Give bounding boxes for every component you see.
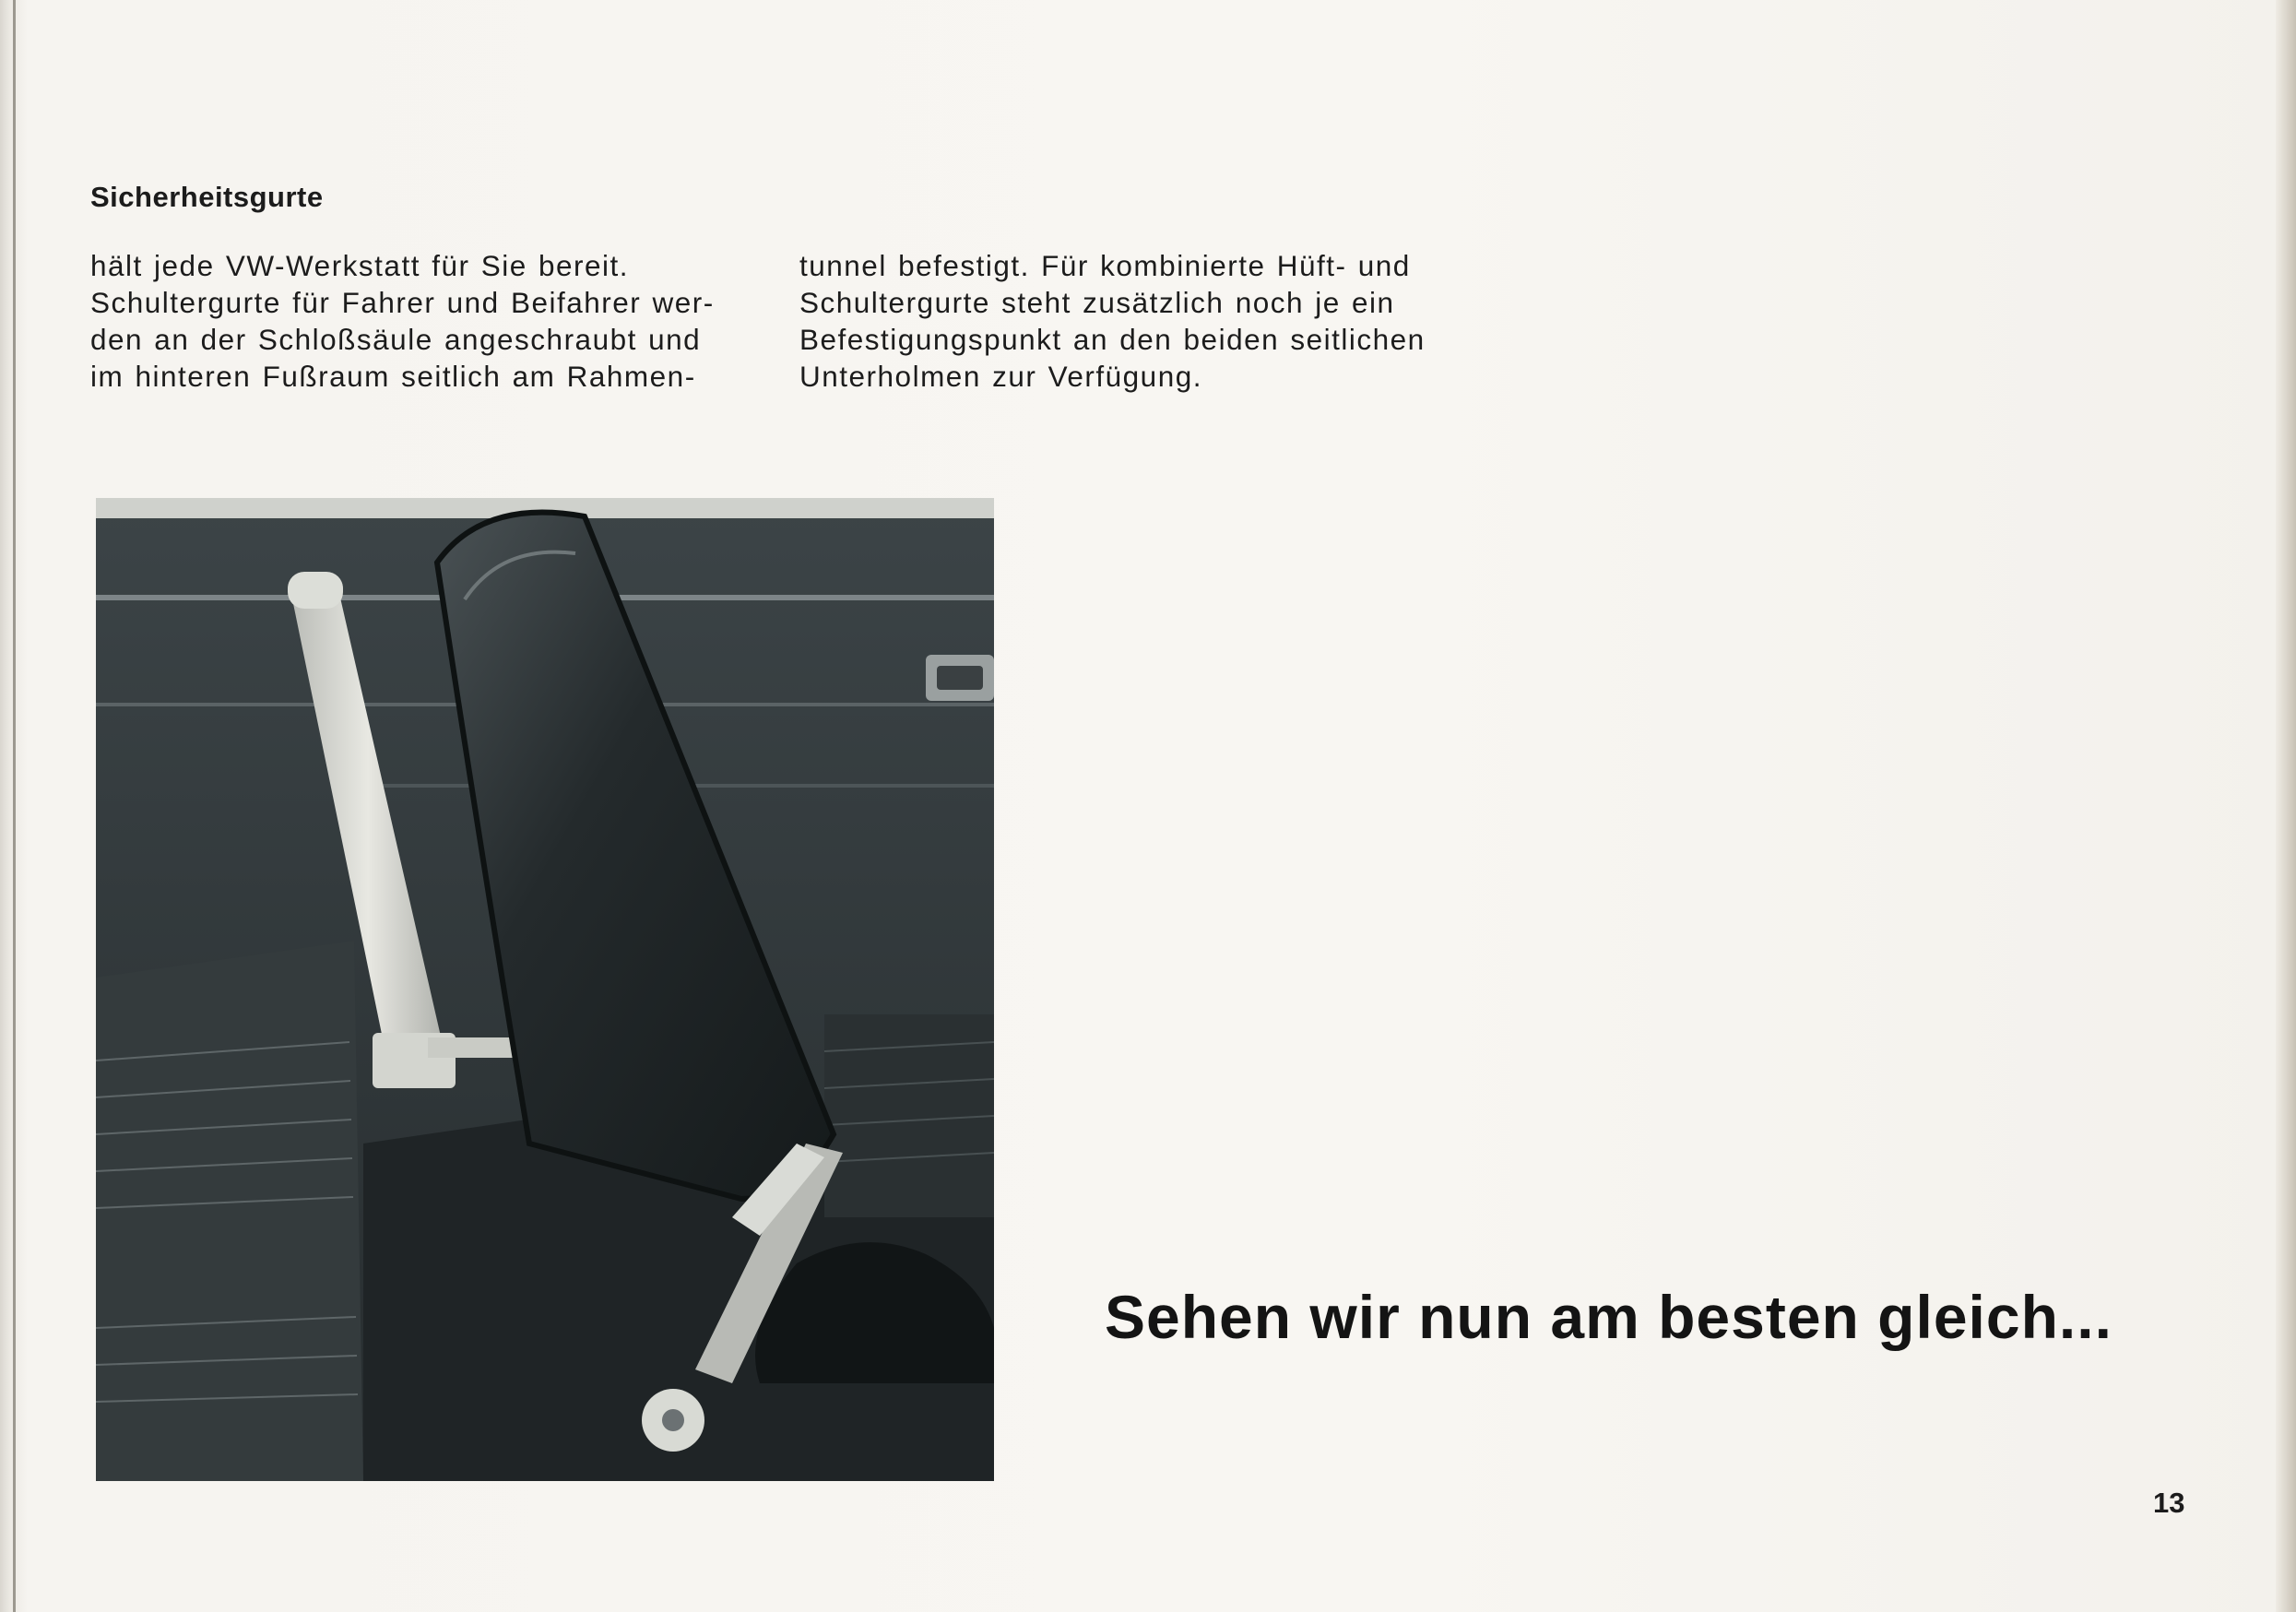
section-heading: Sicherheitsgurte	[90, 181, 324, 213]
page-gutter	[13, 0, 16, 1612]
seat-belt-photo	[96, 498, 994, 1481]
body-line: Unterholmen zur Verfügung.	[799, 360, 1202, 393]
body-line: tunnel befestigt. Für kombinierte Hüft- und	[799, 249, 1411, 282]
body-text-right-column	[799, 247, 1463, 395]
page-edge-shadow	[2276, 0, 2296, 1612]
body-line: den an der Schloßsäule angeschraubt und	[90, 323, 702, 356]
seat-belt-photo-illustration	[96, 498, 994, 1481]
tagline: Sehen wir nun am besten gleich...	[1105, 1283, 2113, 1351]
page-number: 13	[2153, 1487, 2185, 1519]
body-text-left-column	[90, 247, 754, 395]
body-line: Schultergurte für Fahrer und Beifahrer wer-	[90, 286, 715, 319]
body-line: Schultergurte steht zusätzlich noch je ein	[799, 286, 1395, 319]
body-line: im hinteren Fußraum seitlich am Rahmen-	[90, 360, 696, 393]
body-line: hält jede VW-Werkstatt für Sie bereit.	[90, 249, 630, 282]
body-line: Befestigungspunkt an den beiden seitlichen	[799, 323, 1426, 356]
